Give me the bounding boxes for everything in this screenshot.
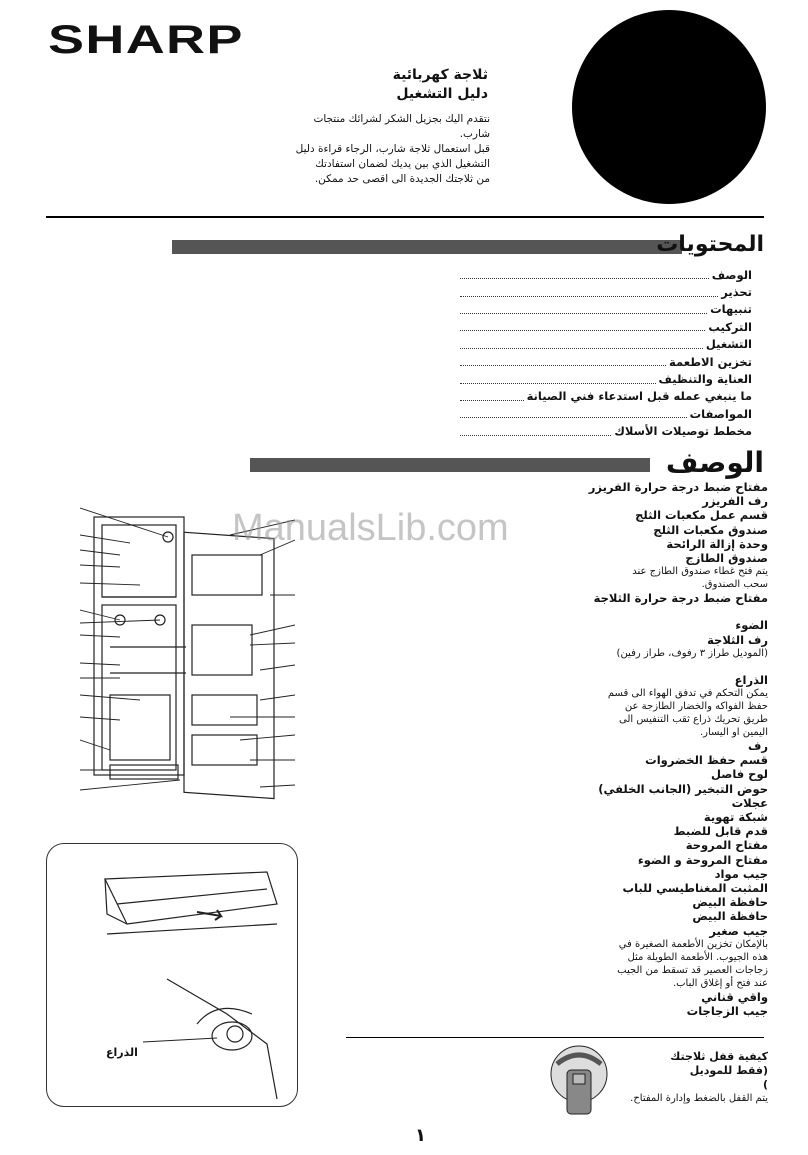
doc-title-1: ثلاجة كهربائية: [392, 67, 488, 83]
description-bar: [250, 458, 650, 472]
description-item: واقي قناني: [701, 989, 768, 1004]
description-item: جيب الزجاجات: [686, 1004, 768, 1019]
description-item: [498, 660, 768, 673]
lock-title-1: كيفية قفل ثلاجتك: [670, 1050, 768, 1063]
description-item: اليمين او اليسار.: [699, 727, 768, 739]
intro-text: [290, 112, 490, 187]
description-item: قدم قابل للضبط: [673, 824, 768, 839]
description-item: بالإمكان تخزين الأطعمة الصغيرة في: [618, 938, 768, 950]
header-rule: [46, 216, 764, 218]
description-item: عجلات: [731, 795, 768, 810]
toc-item[interactable]: ما ينبغي عمله قبل استدعاء فني الصيانة: [460, 388, 752, 405]
toc-list: [460, 266, 752, 440]
description-item: حافظة البيض: [692, 895, 768, 910]
description-item: مفتاح المروحة: [685, 838, 768, 853]
intro-line: من ثلاجتك الجديدة الى اقصى حد ممكن.: [314, 173, 490, 185]
description-item: جيب صغير: [709, 923, 768, 938]
description-item: مفتاح ضبط درجة حرارة الفريزر: [588, 480, 768, 494]
toc-item[interactable]: تحذير: [460, 283, 752, 300]
intro-line: قبل استعمال ثلاجة شارب، الرجاء قراءة دليل: [295, 143, 490, 155]
intro-line: شارب.: [459, 128, 490, 140]
description-item: زجاجات العصير قد تسقط من الجيب: [617, 964, 768, 976]
description-item: حافظة البيض: [692, 909, 768, 924]
toc-item[interactable]: مخطط توصيلات الأسلاك: [460, 423, 752, 440]
description-item: حوض التبخير (الجانب الخلفي): [598, 781, 768, 796]
lock-rule: [346, 1037, 764, 1038]
toc-item[interactable]: الوصف: [460, 266, 752, 283]
toc-item[interactable]: العناية والتنظيف: [460, 370, 752, 387]
toc-item[interactable]: تخزين الاطعمة: [460, 353, 752, 370]
description-item: طريق تحريك ذراع ثقب التنفيس الى: [619, 714, 768, 726]
key-lock-icon: [545, 1040, 613, 1120]
description-item: (الموديل طراز ٣ رفوف، طراز رفين): [616, 647, 768, 659]
toc-item[interactable]: التركيب: [460, 318, 752, 335]
description-item: لوح فاصل: [710, 767, 768, 782]
page-number: ١: [415, 1125, 426, 1146]
description-item: سحب الصندوق.: [701, 579, 768, 591]
description-item: مفتاح ضبط درجة حرارة الثلاجة: [593, 591, 768, 606]
description-item: صندوق مكعبات الثلج: [653, 522, 768, 537]
lock-text: يتم القفل بالضغط وإدارة المفتاح.: [630, 1093, 768, 1104]
inset-box: [46, 843, 298, 1107]
description-item: مفتاح المروحة و الضوء: [637, 852, 768, 867]
description-heading: الوصف: [665, 446, 764, 479]
description-item: الضوء: [735, 618, 768, 633]
description-item: رف الفريزر: [702, 494, 768, 509]
description-item: رف الثلاجة: [707, 632, 768, 647]
title-block: [228, 66, 488, 104]
description-list: [498, 480, 768, 1018]
description-item: رف: [748, 739, 768, 754]
description-item: [498, 605, 768, 618]
description-item: شبكة تهوية: [703, 810, 768, 825]
description-item: عند فتح أو إغلاق الباب.: [672, 977, 768, 989]
intro-line: نتقدم اليك بجزيل الشكر لشرائك منتجات: [313, 113, 490, 125]
description-item: حفظ الفواكه والخضار الطازجة عن: [624, 701, 768, 713]
watermark: ManualsLib.com: [232, 507, 509, 549]
contents-heading: المحتويات: [656, 232, 764, 257]
description-item: يتم فتح غطاء صندوق الطازج عند: [632, 566, 768, 578]
description-item: قسم حفظ الخضروات: [645, 753, 768, 768]
description-item: صندوق الطازج: [685, 551, 768, 566]
inset-illustration: [47, 844, 297, 1106]
lock-paren: ): [762, 1078, 768, 1091]
sharp-logo: SHARP: [48, 18, 244, 62]
lock-title-2: (فقط للموديل: [689, 1064, 768, 1077]
description-item: المثبت المغناطيسي للباب: [622, 881, 768, 896]
contents-bar: [172, 240, 682, 254]
description-item: جيب مواد: [714, 866, 768, 881]
doc-title-2: دليل التشغيل: [396, 86, 488, 102]
description-item: هذه الجيوب. الأطعمة الطويلة مثل: [627, 951, 768, 963]
toc-item[interactable]: التشغيل: [460, 336, 752, 353]
inset-lever-label: الذراع: [106, 1046, 138, 1059]
intro-line: التشغيل الذي بين يديك لضمان استفادتك: [315, 158, 490, 170]
description-item: الذراع: [734, 672, 768, 687]
description-item: وحدة إزالة الرائحة: [666, 536, 768, 551]
toc-item[interactable]: المواصفات: [460, 405, 752, 422]
black-circle: [572, 10, 766, 204]
description-item: يمكن التحكم في تدفق الهواء الى قسم: [607, 688, 768, 700]
description-item: قسم عمل مكعبات الثلج: [635, 508, 768, 523]
toc-item[interactable]: تنبيهات: [460, 301, 752, 318]
